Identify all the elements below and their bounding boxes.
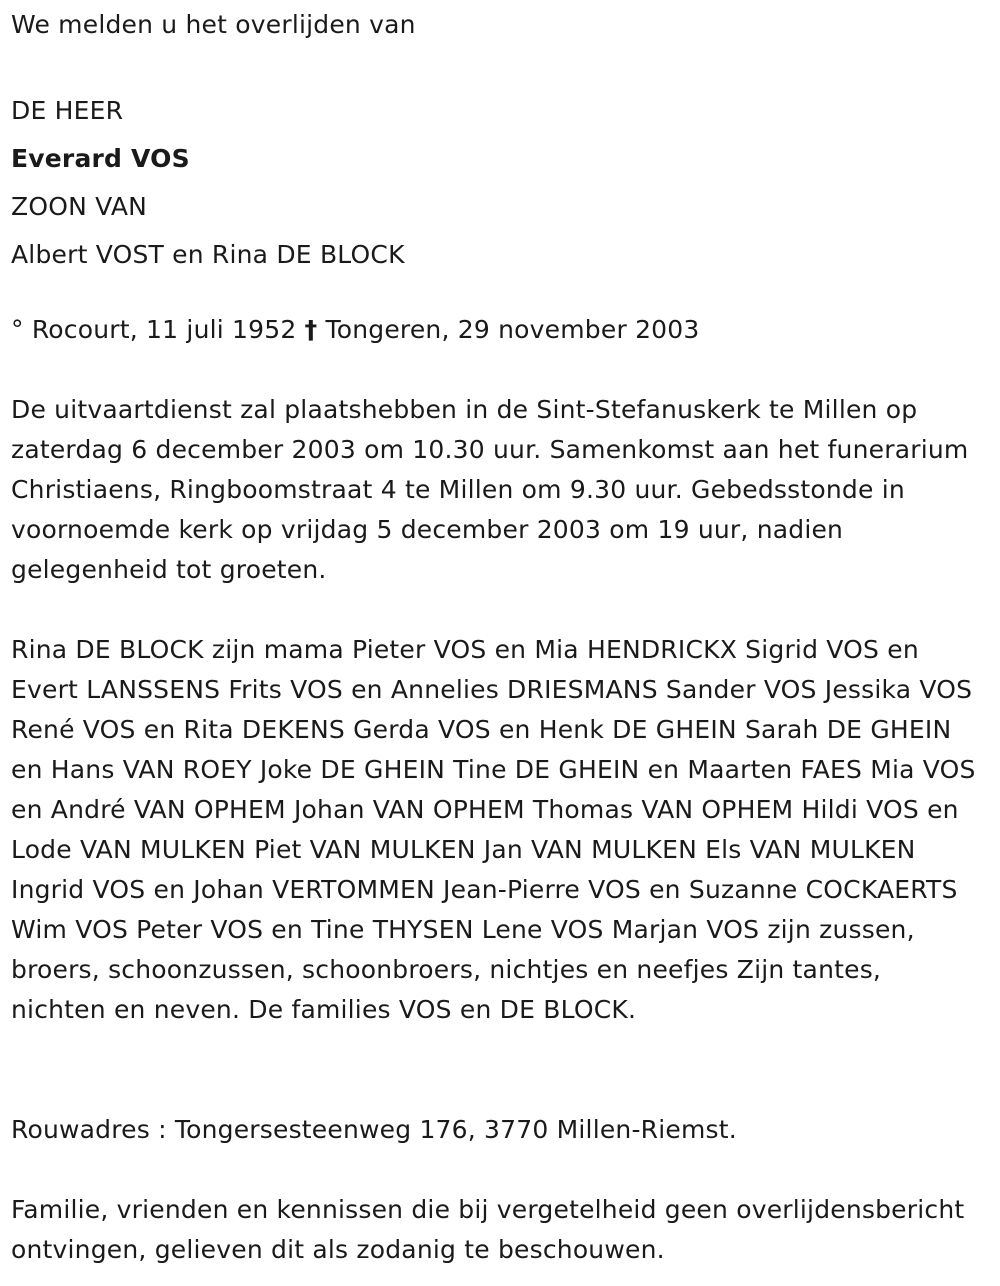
intro-text: We melden u het overlijden van (11, 10, 416, 39)
family-list: Rina DE BLOCK zijn mama Pieter VOS en Mia HENDRICKX Sigrid VOS en Evert LANSSENS Frits VOS en Annelies DRIESMANS Sander VOS Jessika VOS René VOS en Rita DEKENS Gerda VOS en Henk DE GHEIN Sarah DE GHEIN en Hans VAN ROEY Joke DE GHEIN Tine DE GHEIN en Maarten FAES Mia VOS en André VAN OPHEM Johan VAN OPHEM Thomas VAN OPHEM Hildi VOS en Lode VAN MULKEN Piet VAN MULKEN Jan VAN MULKEN Els VAN MULKEN Ingrid VOS en Johan VERTOMMEN Jean-Pierre VOS en Suzanne COCKAERTS Wim VOS Peter VOS en Tine THYSEN Lene VOS Marjan VOS zijn zussen, broers, schoonzussen, schoonbroers, nichtjes en neefjes Zijn tantes, nichten en neven. De families VOS en DE BLOCK. (11, 635, 976, 1024)
mourning-address: Rouwadres : Tongersesteenweg 176, 3770 Millen-Riemst. (11, 1115, 737, 1144)
deceased-header (11, 87, 405, 279)
relation-label: ZOON VAN (11, 192, 148, 221)
parents: Albert VOST en Rina DE BLOCK (11, 240, 405, 269)
life-dates (11, 311, 700, 349)
honorific: DE HEER (11, 96, 124, 125)
death-info: Tongeren, 29 november 2003 (325, 315, 700, 344)
cross-icon: † (304, 315, 318, 344)
deceased-name: Everard VOS (11, 144, 190, 173)
funeral-service-text: De uitvaartdienst zal plaatshebben in de Sint-Stefanuskerk te Millen op zaterdag 6 december 2003 om 10.30 uur. Samenkomst aan het funerarium Christiaens, Ringboomstraat 4 te Millen om 9.30 uur. Gebedsstonde in voornoemde kerk op vrijdag 5 december 2003 om 19 uur, nadien gelegenheid tot groeten. (11, 395, 969, 584)
birth-symbol: ° (11, 315, 24, 344)
closing-note: Familie, vrienden en kennissen die bij vergetelheid geen overlijdensbericht ontvingen, gelieven dit als zodanig te beschouwen. (11, 1195, 965, 1264)
birth-info: Rocourt, 11 juli 1952 (31, 315, 297, 344)
